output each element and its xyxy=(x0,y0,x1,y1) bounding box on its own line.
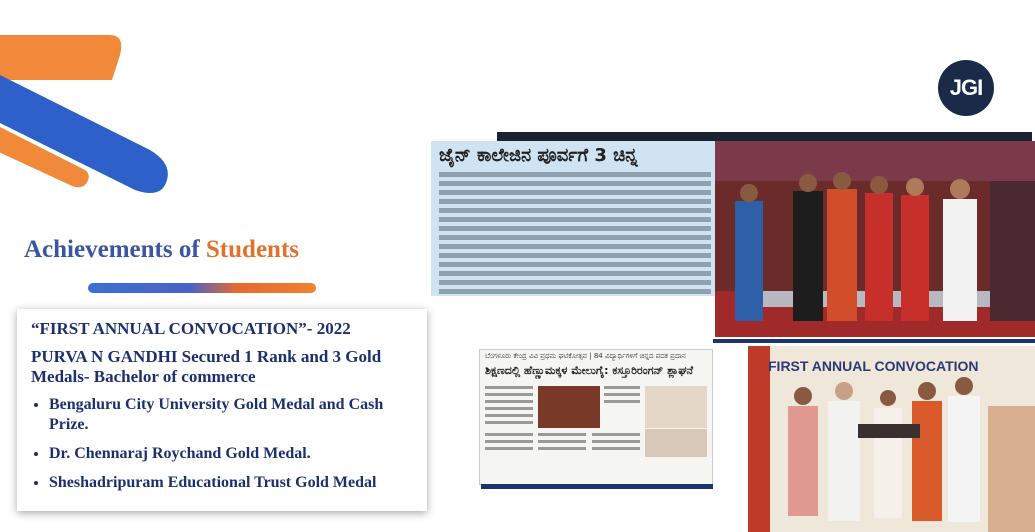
achievement-card xyxy=(17,309,427,511)
clipping-headline-2: ಶಿಕ್ಷಣದಲ್ಲಿ ಹೆಣ್ಣುಮಕ್ಕಳ ಮೇಲುಗೈ: ಕಸ್ತೂರಿರಂಗನ್ ಶ್ಲಾಘನೆ xyxy=(485,364,694,377)
jgi-logo: JGI xyxy=(938,60,994,116)
title-part-2: Students xyxy=(205,236,299,263)
photo-bar xyxy=(713,339,1035,343)
student-achievement: PURVA N GANDHI Secured 1 Rank and 3 Gold Medals- Bachelor of commerce xyxy=(31,347,382,386)
clipping-images xyxy=(480,381,712,481)
title-underline xyxy=(88,283,316,293)
newspaper-clipping-bottom xyxy=(479,349,713,485)
clipping-bar xyxy=(481,484,713,489)
medal-item: • Bengaluru City University Gold Medal and Cash Prize. xyxy=(49,395,413,435)
convocation-banner: FIRST ANNUAL CONVOCATION xyxy=(768,358,979,374)
convocation-award-photo xyxy=(748,346,1035,532)
newspaper-clipping-top xyxy=(431,141,719,296)
medal-item: • Sheshadripuram Educational Trust Gold Medal xyxy=(49,473,413,493)
convocation-stage-photo xyxy=(715,141,1035,337)
medal-item: • Dr. Chennaraj Roychand Gold Medal. xyxy=(49,444,413,464)
convocation-title: “FIRST ANNUAL CONVOCATION”- 2022 xyxy=(31,319,351,338)
medal-list xyxy=(31,395,413,493)
clipping-kicker: ಬೆಂಗಳೂರು ಕೇಂದ್ರ ವಿವಿ ಪ್ರಥಮ ಘಟಿಕೋತ್ಸವ | 84 ವಿದ್ಯಾರ್ಥಿಗಳಿಗೆ ಚಿನ್ನದ ಪದಕ ಪ್ರದಾನ xyxy=(485,352,686,360)
decorative-stripes xyxy=(0,0,190,200)
page-title xyxy=(24,236,299,264)
title-part-1: Achievements of xyxy=(24,236,206,263)
clipping-headline: ಜೈನ್ ಕಾಲೇಜಿನ ಪೂರ್ವಗೆ 3 ಚಿನ್ನ xyxy=(439,145,638,166)
